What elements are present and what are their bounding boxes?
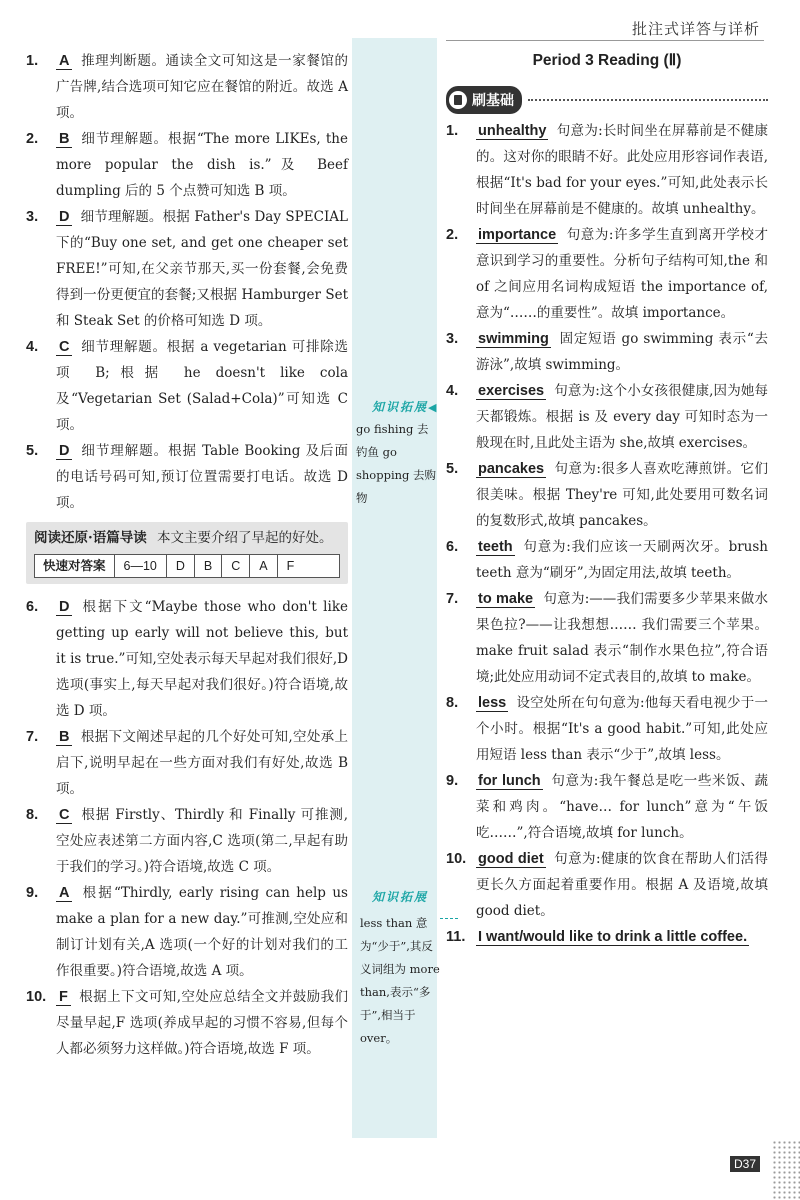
tip-title-1: 知识拓展◀ <box>372 400 439 414</box>
item-number: 5. <box>26 443 39 459</box>
item-answer: swimming <box>478 331 549 347</box>
tip-text-2: less than 意为“少于”,其反义词组为 more than,表示“多于”,相当于 over。 <box>360 916 440 1045</box>
section-intro: 本文主要介绍了早起的好处。 <box>157 530 333 546</box>
item-answer: B <box>56 131 72 148</box>
item-explanation: 设空处所在句句意为:他每天看电视少于一个小时。根据“It's a good habit.”可知,此处应用短语 less than 表示“少于”,故填 less。 <box>476 695 768 763</box>
item-explanation: 根据下文“Maybe those who don't like getting up early will not believe this, but it is true.”可知,空处表示每天早起对我们很好,D 选项(事实上,每天早起对我们很好。)符合语境,故选 D 项。 <box>56 599 348 719</box>
item-answer: F <box>56 989 71 1006</box>
section-head: 阅读还原·语篇导读 <box>34 530 147 546</box>
answer-item <box>26 438 348 516</box>
answer-item <box>26 204 348 334</box>
item-answer: pancakes <box>478 461 545 477</box>
item-answer: A <box>56 885 72 902</box>
item-number: 3. <box>446 331 459 347</box>
item-explanation: 细节理解题。根据 Table Booking 及后面的电话号码可知,预订位置需要打电话。故选 D 项。 <box>56 443 348 511</box>
basic-badge: 刷基础 <box>446 86 522 114</box>
item-number: 4. <box>26 339 39 355</box>
corner-decoration <box>772 1140 800 1200</box>
tip-text-1: go fishing 去钓鱼 go shopping 去购物 <box>356 422 437 505</box>
item-answer: I want/would like to drink a little coffee. <box>478 929 748 945</box>
item-answer: to make <box>478 591 534 607</box>
item-number: 8. <box>26 807 39 823</box>
item-answer: D <box>56 443 72 460</box>
table-cell: 6—10 <box>114 555 166 577</box>
right-column <box>446 48 768 950</box>
item-number: 1. <box>26 53 39 69</box>
item-explanation: 根据 Firstly、Thirdly 和 Finally 可推测,空处应表述第二方面内容,C 选项(第二,早起有助于我们的学习。)符合语境,故选 C 项。 <box>56 807 348 875</box>
answer-item <box>26 126 348 204</box>
table-label: 快速对答案 <box>43 559 106 573</box>
brush-icon <box>449 91 467 109</box>
answer-item <box>446 846 768 924</box>
dotted-rule <box>528 99 768 101</box>
item-answer: A <box>56 53 72 70</box>
answer-item <box>26 334 348 438</box>
item-explanation: 句意为:很多人喜欢吃薄煎饼。它们很美味。根据 They're 可知,此处要用可数名词的复数形式,故填 pancakes。 <box>476 461 768 529</box>
answer-item <box>446 690 768 768</box>
item-explanation: 推理判断题。通读全文可知这是一家餐馆的广告牌,结合选项可知它应在餐馆的附近。故选 A 项。 <box>56 53 348 121</box>
reading-section-box <box>26 522 348 584</box>
item-answer: less <box>478 695 507 711</box>
answer-item <box>446 222 768 326</box>
item-answer: C <box>56 807 72 824</box>
item-explanation: 根据“Thirdly, early rising can help us make a plan for a new day.”可推测,空处应和制订计划有关,A 选项(一个好的计划对我们的工作很重要。)符合语境,故选 A 项。 <box>56 885 348 979</box>
answer-item <box>26 48 348 126</box>
table-cell: A <box>249 555 276 577</box>
item-number: 9. <box>26 885 39 901</box>
answer-item <box>446 534 768 586</box>
item-number: 5. <box>446 461 459 477</box>
item-number: 6. <box>446 539 459 555</box>
item-explanation: 句意为:这个小女孩很健康,因为她每天都锻炼。根据 is 及 every day 可知时态为一般现在时,且此处主语为 she,故填 exercises。 <box>476 383 768 451</box>
item-answer: teeth <box>478 539 513 555</box>
item-explanation: 句意为:我午餐总是吃一些米饭、蔬菜和鸡肉。“have… for lunch”意为“午饭吃……”,符合语境,故填 for lunch。 <box>476 773 768 841</box>
item-answer: exercises <box>478 383 545 399</box>
item-answer: D <box>56 209 72 226</box>
item-answer: unhealthy <box>478 123 547 139</box>
table-cell: F <box>277 555 304 577</box>
item-number: 10. <box>26 989 47 1005</box>
answer-item <box>446 586 768 690</box>
item-number: 10. <box>446 851 467 867</box>
table-cell: D <box>166 555 194 577</box>
item-explanation: 根据上下文可知,空处应总结全文并鼓励我们尽量早起,F 选项(养成早起的习惯不容易,但每个人都必须努力这样做。)符合语境,故选 F 项。 <box>56 989 348 1057</box>
item-answer: C <box>56 339 72 356</box>
item-number: 4. <box>446 383 459 399</box>
answer-item <box>446 378 768 456</box>
item-number: 1. <box>446 123 459 139</box>
item-explanation: 根据下文阐述早起的几个好处可知,空处承上启下,说明早起在一些方面对我们有好处,故选 B 项。 <box>56 729 348 797</box>
item-explanation: 细节理解题。根据“The more LIKEs, the more popular the dish is.”及 Beef dumpling 后的 5 个点赞可知选 B 项。 <box>56 131 348 199</box>
item-explanation: 细节理解题。根据 Father's Day SPECIAL 下的“Buy one set, and get one cheaper set FREE!”可知,在父亲节那天,买一份套餐,会免费得到一份更便宜的套餐;又根据 Hamburger Set 和 Steak Set 的价格可知选 D 项。 <box>56 209 348 329</box>
item-number: 7. <box>26 729 39 745</box>
page-number: D37 <box>730 1156 760 1172</box>
item-explanation: 细节理解题。根据 a vegetarian 可排除选项 B;根据 he doesn't like cola 及“Vegetarian Set (Salad+Cola)”可知选 C 项。 <box>56 339 348 433</box>
table-cell: B <box>194 555 221 577</box>
answer-item <box>26 594 348 724</box>
answer-item <box>446 118 768 222</box>
item-number: 2. <box>446 227 459 243</box>
basic-header <box>446 86 768 114</box>
item-number: 3. <box>26 209 39 225</box>
answer-item <box>26 880 348 984</box>
item-explanation: 句意为:长时间坐在屏幕前是不健康的。这对你的眼睛不好。此处应用形容词作表语,根据“It's bad for your eyes.”可知,此处表示长时间坐在屏幕前是不健康的。故填 unhealthy。 <box>476 123 768 217</box>
item-answer: for lunch <box>478 773 541 789</box>
answer-item <box>446 456 768 534</box>
item-explanation: 句意为:——我们需要多少苹果来做水果色拉?——让我想想…… 我们需要三个苹果。make fruit salad 表示“制作水果色拉”,符合语境;此处应用动词不定式表目的,故填 to make。 <box>476 591 768 685</box>
item-explanation: 句意为:健康的饮食在帮助人们活得更长久方面起着重要作用。根据 A 及语境,故填 good diet。 <box>476 851 768 919</box>
item-number: 7. <box>446 591 459 607</box>
answer-item <box>446 326 768 378</box>
table-cell: C <box>221 555 249 577</box>
item-explanation: 固定短语 go swimming 表示“去游泳”,故填 swimming。 <box>476 331 768 373</box>
item-explanation: 句意为:许多学生直到离开学校才意识到学习的重要性。分析句子结构可知,the 和 of 之间应用名词构成短语 the importance of,意为“……的重要性”。故填 importance。 <box>476 227 768 321</box>
item-answer: D <box>56 599 72 616</box>
answer-item <box>26 984 348 1062</box>
left-column <box>26 48 348 1062</box>
item-number: 8. <box>446 695 459 711</box>
answer-item <box>446 768 768 846</box>
answer-item <box>26 802 348 880</box>
header-rule <box>446 40 764 41</box>
item-explanation: 句意为:我们应该一天刷两次牙。brush teeth 意为“刷牙”,为固定用法,故填 teeth。 <box>476 539 768 581</box>
tip-title-2: 知识拓展 <box>372 890 429 904</box>
tip-arrow-icon: ◀ <box>428 401 439 414</box>
period-title: Period 3 Reading (Ⅱ) <box>532 52 682 69</box>
answer-item <box>446 924 768 950</box>
header-title: 批注式详答与详析 <box>631 20 760 38</box>
item-number: 9. <box>446 773 459 789</box>
item-answer: good diet <box>478 851 544 867</box>
item-answer: B <box>56 729 72 746</box>
item-answer: importance <box>478 227 557 243</box>
answer-item <box>26 724 348 802</box>
quick-answer-table <box>34 554 340 578</box>
item-number: 2. <box>26 131 39 147</box>
item-number: 6. <box>26 599 39 615</box>
item-number: 11. <box>446 929 466 945</box>
